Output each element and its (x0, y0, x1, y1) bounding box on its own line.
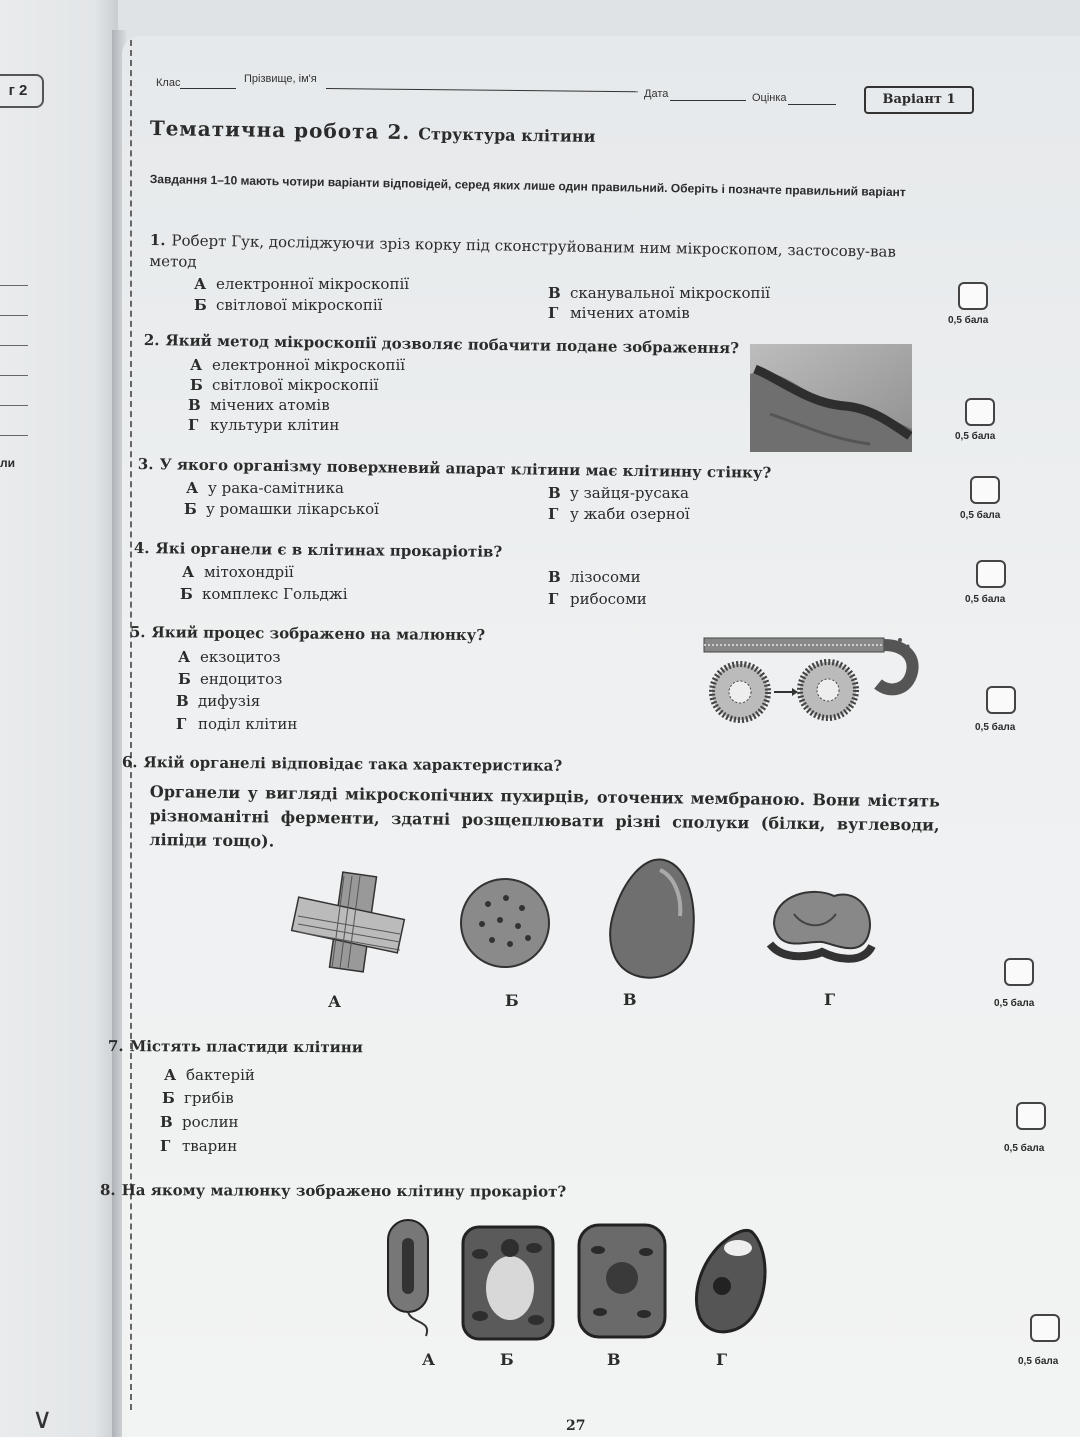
q4-option-b[interactable] (180, 585, 348, 603)
question-number: 7. (107, 1037, 124, 1056)
option-text: мічених атомів (570, 304, 690, 322)
option-text: ендоцитоз (200, 670, 283, 688)
q4-answer-box[interactable] (976, 560, 1006, 588)
q6-centriole-figure[interactable] (288, 868, 408, 976)
question-text: У якого організму поверхневий апарат клітини має клітинну стінку? (159, 455, 772, 482)
question-text: Який процес зображено на малюнку? (151, 623, 486, 645)
q8-animal-cell-figure[interactable] (576, 1222, 668, 1340)
q8-plant-cell-figure[interactable] (460, 1224, 556, 1342)
option-letter: В (160, 1113, 173, 1131)
q5-option-d[interactable] (176, 715, 297, 733)
option-text: комплекс Гольджі (202, 585, 348, 603)
class-label: Клас (156, 77, 181, 89)
q2-option-a[interactable] (190, 356, 405, 374)
option-letter: Б (184, 500, 197, 518)
option-text: рослин (182, 1113, 239, 1131)
option-letter: А (194, 275, 207, 293)
question-6 (122, 752, 563, 777)
option-letter: Г (160, 1137, 171, 1155)
option-text: світлової мікроскопії (212, 376, 379, 394)
q8-label-d: Г (716, 1350, 728, 1369)
q8-answer-box[interactable] (1030, 1314, 1060, 1342)
option-letter: Г (548, 304, 559, 322)
q2-answer-box[interactable] (965, 398, 995, 426)
option-text: у рака-самітника (208, 479, 344, 497)
option-text: у ромашки лікарської (206, 500, 379, 518)
title-sub: Структура клітини (418, 124, 596, 146)
option-letter: А (164, 1066, 177, 1084)
q4-points: 0,5 бала (965, 594, 1006, 605)
option-text: світлової мікроскопії (216, 296, 383, 314)
title-main: Тематична робота 2. (149, 116, 411, 145)
q4-option-d[interactable] (548, 590, 647, 608)
q6-description: Органели у вигляді мікроскопічних пухирців, оточених мембраною. Вони містять різноманітні ферменти, здатні розщеплювати різні сполуки (білки, вуглеводи, ліпіди тощо). (149, 781, 940, 851)
left-page-lines (0, 285, 28, 465)
page-number: 27 (566, 1418, 586, 1434)
option-text: сканувальної мікроскопії (570, 284, 771, 302)
option-text: рибосоми (570, 590, 647, 608)
question-8 (100, 1180, 566, 1203)
date-field[interactable] (670, 100, 746, 101)
q6-label-c: В (623, 990, 637, 1009)
q1-option-c[interactable] (548, 284, 770, 302)
cut-arrow-icon: ∨ (32, 1402, 53, 1435)
q8-label-b: Б (500, 1350, 514, 1369)
q7-option-a[interactable] (164, 1066, 255, 1084)
q6-vacuole-figure[interactable] (604, 856, 700, 986)
q5-option-a[interactable] (178, 648, 281, 666)
option-text: електронної мікроскопії (212, 356, 406, 374)
question-number: 2. (143, 330, 160, 350)
option-text: у зайця-русака (570, 484, 689, 502)
q6-label-a: А (328, 992, 342, 1011)
q8-label-c: В (607, 1350, 621, 1369)
option-letter: В (176, 692, 189, 710)
q2-points: 0,5 бала (955, 431, 996, 442)
q7-option-c[interactable] (160, 1113, 239, 1131)
option-text: поділ клітин (198, 715, 298, 733)
question-text: Роберт Гук, досліджуючи зріз корку під сконструйованим ним мікроскопом, застосову-вав метод (149, 231, 897, 271)
option-letter: В (548, 284, 561, 302)
instructions: Завдання 1–10 мають чотири варіанти відповідей, серед яких лише один правильний. Оберіть і позначте правильний варіант (149, 171, 906, 200)
option-text: мічених атомів (210, 396, 330, 414)
option-letter: Б (180, 585, 193, 603)
q6-lysosome-figure[interactable] (458, 876, 552, 970)
question-number: 4. (133, 538, 150, 558)
option-letter: А (182, 563, 195, 581)
question-number: 8. (99, 1181, 116, 1200)
option-text: лізосоми (570, 568, 641, 586)
q8-bacterium-figure[interactable] (382, 1216, 448, 1338)
option-letter: Б (178, 670, 191, 688)
question-number: 3. (137, 454, 154, 474)
question-5 (130, 622, 485, 646)
q2-micrograph-image (750, 344, 912, 452)
q6-points: 0,5 бала (994, 998, 1035, 1009)
cut-line (130, 40, 132, 1410)
q3-option-d[interactable] (548, 505, 690, 523)
option-text: мітохондрії (204, 563, 294, 581)
q1-option-a[interactable] (194, 275, 409, 293)
q6-label-b: Б (505, 991, 519, 1010)
q8-label-a: А (422, 1350, 436, 1369)
left-page (0, 0, 118, 1437)
q3-option-a[interactable] (186, 479, 344, 497)
option-letter: Г (188, 416, 199, 434)
option-text: дифузія (198, 692, 261, 710)
grade-label: Оцінка (752, 92, 787, 104)
q7-option-d[interactable] (160, 1137, 237, 1155)
question-text: Який метод мікроскопії дозволяє побачити подане зображення? (165, 331, 740, 358)
question-4 (134, 538, 503, 563)
option-letter: Б (162, 1089, 175, 1107)
q7-points: 0,5 бала (1004, 1143, 1045, 1154)
question-number: 5. (129, 622, 146, 642)
question-text: Містять пластиди клітини (129, 1037, 363, 1057)
option-letter: А (190, 356, 203, 374)
q1-option-d[interactable] (548, 304, 690, 322)
option-text: бактерій (186, 1066, 255, 1084)
q1-option-b[interactable] (194, 296, 382, 314)
option-letter: Г (176, 715, 187, 733)
option-letter: В (548, 484, 561, 502)
question-text: Якій органелі відповідає така характеристика? (143, 753, 563, 775)
date-label: Дата (644, 88, 669, 100)
q7-option-b[interactable] (162, 1089, 234, 1107)
q8-fungal-cell-figure[interactable] (692, 1228, 772, 1340)
option-letter: А (178, 648, 191, 666)
q5-option-b[interactable] (178, 670, 282, 688)
q2-option-b[interactable] (190, 376, 378, 394)
class-field[interactable] (180, 88, 236, 89)
question-text: Які органели є в клітинах прокаріотів? (155, 539, 503, 561)
option-text: грибів (184, 1089, 234, 1107)
q6-golgi-figure[interactable] (764, 884, 878, 970)
left-page-tab: г 2 (0, 74, 44, 108)
q4-option-a[interactable] (182, 563, 294, 581)
q3-points: 0,5 бала (960, 510, 1001, 521)
left-page-label: ли (0, 456, 15, 470)
q3-option-b[interactable] (184, 500, 379, 518)
question-7 (108, 1036, 363, 1058)
q5-option-c[interactable] (176, 692, 260, 710)
option-letter: В (548, 568, 561, 586)
q4-option-c[interactable] (548, 568, 641, 586)
option-text: тварин (182, 1137, 238, 1155)
q5-membrane-figure (700, 632, 926, 724)
q5-answer-box[interactable] (986, 686, 1016, 714)
option-letter: Б (190, 376, 203, 394)
q2-option-d[interactable] (188, 416, 339, 434)
option-letter: Г (548, 590, 559, 608)
name-label: Прізвище, ім'я (244, 73, 317, 85)
option-text: електронної мікроскопії (216, 275, 410, 293)
option-text: екзоцитоз (200, 648, 281, 666)
q2-option-c[interactable] (188, 396, 330, 414)
option-letter: А (186, 479, 199, 497)
question-number: 6. (121, 752, 138, 772)
q1-answer-box[interactable] (958, 282, 988, 310)
question-text: На якому малюнку зображено клітину прокаріот? (121, 1181, 567, 1201)
q7-answer-box[interactable] (1016, 1102, 1046, 1130)
q3-option-c[interactable] (548, 484, 689, 502)
q1-points: 0,5 бала (948, 315, 989, 326)
variant-badge: Варіант 1 (864, 86, 974, 114)
option-letter: В (188, 396, 201, 414)
q6-label-d: Г (824, 990, 836, 1009)
option-letter: Г (548, 505, 559, 523)
grade-field[interactable] (788, 104, 836, 105)
option-text: у жаби озерної (570, 505, 690, 523)
option-text: культури клітин (210, 416, 340, 434)
q6-answer-box[interactable] (1004, 958, 1034, 986)
question-number: 1. (149, 230, 166, 250)
option-letter: Б (194, 296, 207, 314)
q5-points: 0,5 бала (975, 722, 1016, 733)
q3-answer-box[interactable] (970, 476, 1000, 504)
q8-points: 0,5 бала (1018, 1356, 1059, 1367)
